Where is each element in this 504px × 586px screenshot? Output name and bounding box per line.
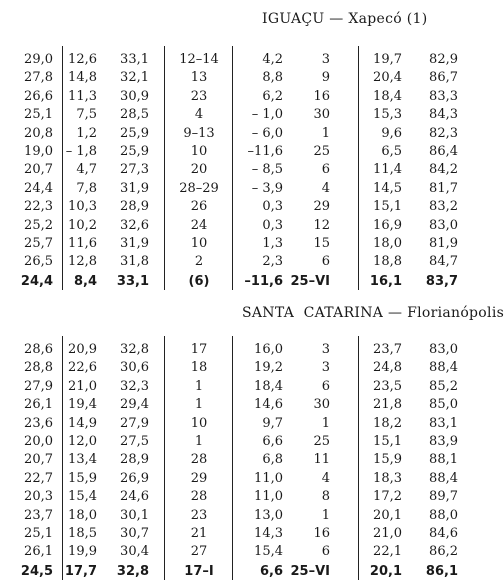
table-cell: 26,1 xyxy=(24,544,53,560)
table-cell: 3 xyxy=(321,342,330,357)
table-cell: 21,0 xyxy=(373,525,402,541)
table-cell: 85,0 xyxy=(429,397,458,413)
table-cell: 30,7 xyxy=(120,525,149,541)
table-cell: 27,9 xyxy=(24,378,53,394)
table-cell: 83,7 xyxy=(425,273,458,289)
table-2-place: SANTA CATARINA xyxy=(242,305,384,321)
table-cell: 6,6 xyxy=(262,433,283,449)
table-cell: 18,8 xyxy=(373,254,402,270)
table-row xyxy=(0,69,486,87)
table-cell: 13,0 xyxy=(254,507,283,523)
table-row xyxy=(0,143,486,161)
table-cell: 10 xyxy=(190,143,208,159)
table-cell: 1 xyxy=(321,125,330,141)
table-cell: 8 xyxy=(321,489,330,505)
table-row xyxy=(0,253,486,271)
table-cell: 15,3 xyxy=(373,107,402,123)
table-cell: 1 xyxy=(194,433,204,449)
table-cell: 25,2 xyxy=(24,217,53,233)
table-cell: 14,8 xyxy=(68,70,97,86)
table-cell: 11,0 xyxy=(254,470,283,486)
table-cell: 23,7 xyxy=(373,342,402,357)
table-cell: 86,7 xyxy=(429,70,458,86)
table-cell: –11,6 xyxy=(244,273,283,289)
table-cell: 17–I xyxy=(184,563,214,579)
table-cell: 29 xyxy=(313,199,330,215)
table-cell: 4,2 xyxy=(262,52,283,67)
table-cell: 18,0 xyxy=(68,507,97,523)
table-cell: 16 xyxy=(313,88,330,104)
table-cell: 10 xyxy=(190,235,208,251)
table-cell: – 1,8 xyxy=(65,143,97,159)
table-cell: 7,5 xyxy=(76,107,97,123)
table-cell: 12,6 xyxy=(68,52,97,67)
table-cell: 86,4 xyxy=(429,143,458,159)
table-cell: 9,6 xyxy=(381,125,402,141)
table-cell: 18,2 xyxy=(373,415,402,431)
table-cell: 12,0 xyxy=(68,433,97,449)
table-row xyxy=(0,88,486,106)
table-cell: 19,9 xyxy=(68,544,97,560)
table-cell: 19,2 xyxy=(254,360,283,376)
table-cell: 18,5 xyxy=(68,525,97,541)
table-row xyxy=(0,470,486,488)
table-cell: 18,4 xyxy=(373,88,402,104)
table-cell: 84,3 xyxy=(429,107,458,123)
table-cell: 0,3 xyxy=(262,199,283,215)
table-cell: 88,1 xyxy=(429,452,458,468)
table-cell: 88,0 xyxy=(429,507,458,523)
table-cell: 11,4 xyxy=(373,162,402,178)
table-cell: 8,4 xyxy=(73,273,97,289)
table-cell: 11,6 xyxy=(68,235,97,251)
table-cell: 27,8 xyxy=(24,70,53,86)
table-cell: 32,3 xyxy=(120,378,149,394)
table-cell: 24,8 xyxy=(373,360,402,376)
table-cell: 29 xyxy=(190,470,208,486)
table-cell: 25,9 xyxy=(120,125,149,141)
table-cell: 82,3 xyxy=(429,125,458,141)
table-cell: 1 xyxy=(194,378,204,394)
table-cell: 30,1 xyxy=(120,507,149,523)
table-cell: 1 xyxy=(321,415,330,431)
table-row xyxy=(0,415,486,433)
table-cell: 31,9 xyxy=(120,235,149,251)
table-cell: – 6,0 xyxy=(251,125,283,141)
table-cell: 11 xyxy=(313,452,330,468)
table-1-heading xyxy=(262,11,427,27)
table-cell: 20,1 xyxy=(373,507,402,523)
table-cell: 6,8 xyxy=(262,452,283,468)
table-row xyxy=(0,341,486,359)
table-cell: 18 xyxy=(190,360,208,376)
table-cell: 25,7 xyxy=(24,235,53,251)
table-cell: 27,5 xyxy=(120,433,149,449)
table-cell: 23 xyxy=(190,507,208,523)
table-cell: 1,3 xyxy=(262,235,283,251)
table-cell: 20,9 xyxy=(68,342,97,357)
table-cell: 88,4 xyxy=(429,360,458,376)
table-row xyxy=(0,396,486,414)
table-cell: 27,3 xyxy=(120,162,149,178)
table-1-station: Xapecó (1) xyxy=(348,11,428,27)
table-cell: 84,7 xyxy=(429,254,458,270)
table-cell: 15,4 xyxy=(68,489,97,505)
table-cell: 17,7 xyxy=(64,563,97,579)
table-cell: 13 xyxy=(190,70,208,86)
table-cell: 7,8 xyxy=(76,180,97,196)
table-cell: 9 xyxy=(321,70,330,86)
table-row xyxy=(0,433,486,451)
table-1-sep: — xyxy=(329,11,344,27)
table-cell: 28,8 xyxy=(24,360,53,376)
table-cell: 32,1 xyxy=(120,70,149,86)
table-cell: 22,3 xyxy=(24,199,53,215)
table-cell: 26 xyxy=(190,199,208,215)
table-2-heading xyxy=(242,305,504,321)
table-cell: 24,4 xyxy=(20,273,53,289)
table-cell: 29,0 xyxy=(24,52,53,67)
table-cell: 33,1 xyxy=(120,52,149,67)
table-row xyxy=(0,507,486,525)
table-cell: 6 xyxy=(321,162,330,178)
table-cell: 8,8 xyxy=(262,70,283,86)
table-cell: 20,7 xyxy=(24,162,53,178)
table-cell: 81,9 xyxy=(429,235,458,251)
table-cell: 12 xyxy=(313,217,330,233)
table-cell: 15,1 xyxy=(373,199,402,215)
table-cell: 26,9 xyxy=(120,470,149,486)
table-row xyxy=(0,378,486,396)
table-cell: 28–29 xyxy=(179,180,219,196)
table-cell: 23 xyxy=(190,88,208,104)
table-cell: 3 xyxy=(321,360,330,376)
table-cell: 1 xyxy=(321,507,330,523)
table-cell: 24 xyxy=(190,217,208,233)
table-cell: 6,5 xyxy=(381,143,402,159)
table-row xyxy=(0,543,486,561)
table-cell: 25,1 xyxy=(24,525,53,541)
table-cell: 82,9 xyxy=(429,52,458,67)
table-cell: 83,9 xyxy=(429,433,458,449)
table-cell: 18,4 xyxy=(254,378,283,394)
table-cell: 26,6 xyxy=(24,88,53,104)
table-row xyxy=(0,451,486,469)
table-cell: 16 xyxy=(313,525,330,541)
table-cell: 83,0 xyxy=(429,342,458,357)
table-cell: –11,6 xyxy=(247,143,283,159)
table-cell: 15,4 xyxy=(254,544,283,560)
table-cell: 2 xyxy=(194,254,204,270)
table-cell: 25,1 xyxy=(24,107,53,123)
table-cell: 14,5 xyxy=(373,180,402,196)
table-cell: 33,1 xyxy=(116,273,149,289)
table-total-row xyxy=(0,563,486,581)
table-cell: 25,9 xyxy=(120,143,149,159)
table-cell: 21,8 xyxy=(373,397,402,413)
table-cell: 29,4 xyxy=(120,397,149,413)
table-cell: 18,0 xyxy=(373,235,402,251)
table-cell: 22,1 xyxy=(373,544,402,560)
table-row xyxy=(0,525,486,543)
table-cell: 32,6 xyxy=(120,217,149,233)
table-row xyxy=(0,51,486,69)
table-cell: 27,9 xyxy=(120,415,149,431)
table-cell: 11,3 xyxy=(68,88,97,104)
table-cell: 25–VI xyxy=(290,273,330,289)
table-cell: 12–14 xyxy=(179,52,219,67)
table-cell: 9–13 xyxy=(183,125,215,141)
table-1-place: IGUAÇU xyxy=(262,11,325,27)
table-cell: 10,2 xyxy=(68,217,97,233)
table-cell: 30,6 xyxy=(120,360,149,376)
table-cell: 14,3 xyxy=(254,525,283,541)
table-2 xyxy=(0,341,486,581)
table-cell: 20 xyxy=(190,162,208,178)
table-cell: 26,5 xyxy=(24,254,53,270)
table-cell: 83,2 xyxy=(429,199,458,215)
table-cell: 13,4 xyxy=(68,452,97,468)
table-cell: 83,1 xyxy=(429,415,458,431)
table-cell: 3 xyxy=(321,52,330,67)
table-cell: 21,0 xyxy=(68,378,97,394)
table-cell: 1,2 xyxy=(76,125,97,141)
table-cell: 20,8 xyxy=(24,125,53,141)
table-cell: 1 xyxy=(194,397,204,413)
table-1 xyxy=(0,51,486,291)
table-cell: 32,8 xyxy=(120,342,149,357)
table-cell: 22,6 xyxy=(68,360,97,376)
table-cell: 20,0 xyxy=(24,433,53,449)
table-row xyxy=(0,198,486,216)
table-cell: 4 xyxy=(194,107,204,123)
table-cell: 31,9 xyxy=(120,180,149,196)
table-row xyxy=(0,161,486,179)
table-2-sep: — xyxy=(387,305,403,321)
table-cell: 6 xyxy=(321,378,330,394)
table-cell: 31,8 xyxy=(120,254,149,270)
table-cell: 26,1 xyxy=(24,397,53,413)
table-cell: (6) xyxy=(188,273,210,289)
table-row xyxy=(0,217,486,235)
table-cell: 4 xyxy=(321,180,330,196)
table-cell: 81,7 xyxy=(429,180,458,196)
table-cell: 28 xyxy=(190,489,208,505)
table-cell: 28,9 xyxy=(120,199,149,215)
table-cell: 84,6 xyxy=(429,525,458,541)
table-row xyxy=(0,180,486,198)
table-cell: 83,0 xyxy=(429,217,458,233)
table-cell: 21 xyxy=(190,525,208,541)
table-cell: 24,4 xyxy=(24,180,53,196)
table-cell: 20,3 xyxy=(24,489,53,505)
table-cell: 19,7 xyxy=(373,52,402,67)
table-row xyxy=(0,235,486,253)
table-cell: 28,6 xyxy=(24,342,53,357)
table-row xyxy=(0,106,486,124)
table-cell: – 1,0 xyxy=(251,107,283,123)
table-cell: 22,7 xyxy=(24,470,53,486)
table-cell: 32,8 xyxy=(116,563,149,579)
table-cell: 16,1 xyxy=(369,273,402,289)
table-cell: 30 xyxy=(313,397,330,413)
table-cell: 2,3 xyxy=(262,254,283,270)
table-cell: 16,0 xyxy=(254,342,283,357)
table-cell: 30,9 xyxy=(120,88,149,104)
table-cell: 28,5 xyxy=(120,107,149,123)
table-cell: 6,2 xyxy=(262,88,283,104)
table-row xyxy=(0,359,486,377)
table-cell: 17 xyxy=(190,342,208,357)
table-cell: – 8,5 xyxy=(251,162,283,178)
table-cell: 16,9 xyxy=(373,217,402,233)
table-cell: 6,6 xyxy=(259,563,283,579)
table-row xyxy=(0,488,486,506)
table-cell: 10,3 xyxy=(68,199,97,215)
table-total-row xyxy=(0,273,486,291)
table-cell: 89,7 xyxy=(429,489,458,505)
table-cell: 25 xyxy=(313,433,330,449)
table-cell: – 3,9 xyxy=(251,180,283,196)
table-cell: 6 xyxy=(321,254,330,270)
table-cell: 30 xyxy=(313,107,330,123)
table-cell: 4 xyxy=(321,470,330,486)
table-cell: 88,4 xyxy=(429,470,458,486)
table-cell: 0,3 xyxy=(262,217,283,233)
table-cell: 15 xyxy=(313,235,330,251)
table-cell: 10 xyxy=(190,415,208,431)
table-cell: 86,1 xyxy=(425,563,458,579)
table-cell: 84,2 xyxy=(429,162,458,178)
table-row xyxy=(0,125,486,143)
table-cell: 14,9 xyxy=(68,415,97,431)
table-cell: 12,8 xyxy=(68,254,97,270)
table-cell: 20,4 xyxy=(373,70,402,86)
table-cell: 15,9 xyxy=(68,470,97,486)
table-cell: 25 xyxy=(313,143,330,159)
table-cell: 85,2 xyxy=(429,378,458,394)
table-cell: 28 xyxy=(190,452,208,468)
table-cell: 17,2 xyxy=(373,489,402,505)
table-cell: 19,0 xyxy=(24,143,53,159)
table-cell: 14,6 xyxy=(254,397,283,413)
table-cell: 20,1 xyxy=(369,563,402,579)
table-cell: 27 xyxy=(190,544,208,560)
table-cell: 6 xyxy=(321,544,330,560)
table-cell: 28,9 xyxy=(120,452,149,468)
table-cell: 86,2 xyxy=(429,544,458,560)
table-2-station: Florianópolis xyxy=(407,305,504,321)
table-cell: 19,4 xyxy=(68,397,97,413)
table-cell: 24,5 xyxy=(20,563,53,579)
table-cell: 24,6 xyxy=(120,489,149,505)
table-cell: 25–VI xyxy=(290,563,330,579)
table-cell: 18,3 xyxy=(373,470,402,486)
table-cell: 9,7 xyxy=(262,415,283,431)
table-cell: 11,0 xyxy=(254,489,283,505)
table-cell: 30,4 xyxy=(120,544,149,560)
table-cell: 15,9 xyxy=(373,452,402,468)
table-cell: 83,3 xyxy=(429,88,458,104)
table-cell: 20,7 xyxy=(24,452,53,468)
table-cell: 23,6 xyxy=(24,415,53,431)
table-cell: 23,7 xyxy=(24,507,53,523)
table-cell: 4,7 xyxy=(76,162,97,178)
table-cell: 23,5 xyxy=(373,378,402,394)
table-cell: 15,1 xyxy=(373,433,402,449)
